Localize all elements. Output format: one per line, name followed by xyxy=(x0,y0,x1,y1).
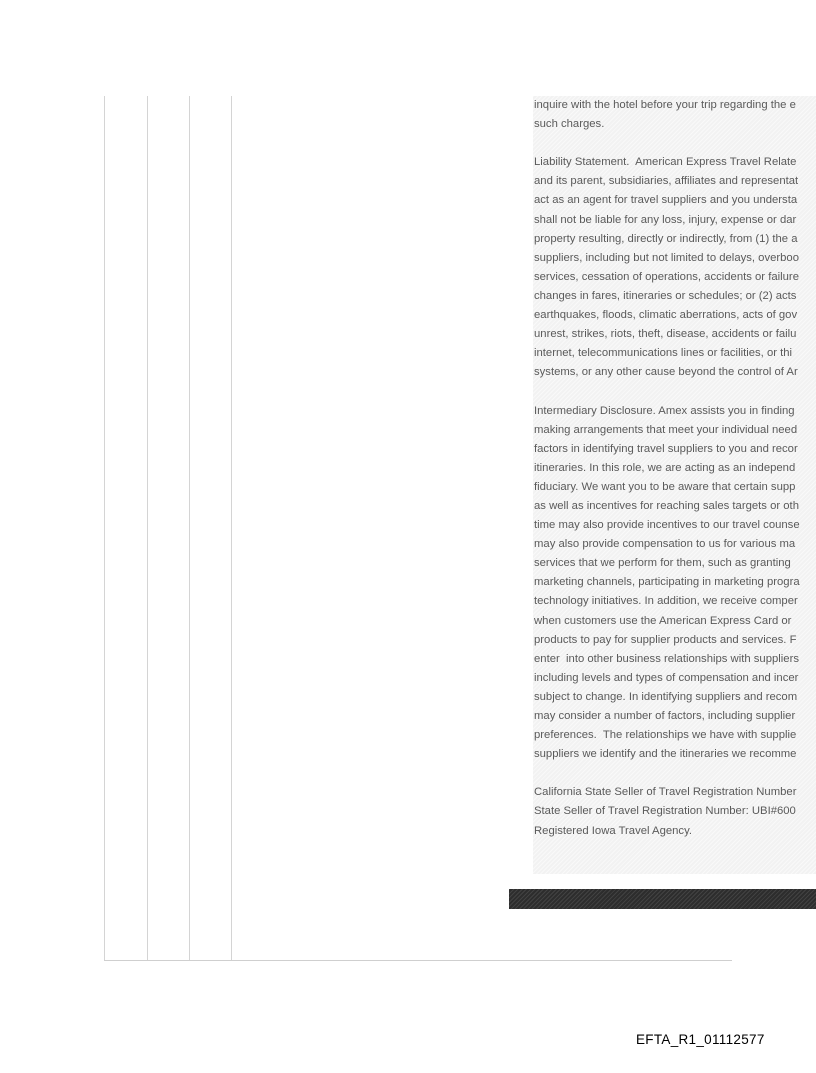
text-line: itineraries. In this role, we are acting as an independ xyxy=(534,461,796,474)
text-line: products to pay for supplier products and services. F xyxy=(534,633,797,646)
text-line: Liability Statement. American Express Travel Relate xyxy=(534,156,797,169)
text-line: factors in identifying travel suppliers to you and recor xyxy=(534,442,798,455)
text-line: suppliers, including but not limited to delays, overboo xyxy=(534,251,800,264)
text-line: and its parent, subsidiaries, affiliates and representat xyxy=(534,175,799,188)
terms-panel xyxy=(533,96,816,874)
text-line: act as an agent for travel suppliers and you understa xyxy=(534,194,798,207)
text-line: preferences. The relationships we have with supplie xyxy=(534,729,797,742)
terms-text xyxy=(534,96,816,841)
text-line: Registered Iowa Travel Agency. xyxy=(534,824,693,837)
form-grid-line-3 xyxy=(189,96,190,961)
text-line: enter into other business relationships with suppliers xyxy=(534,652,799,665)
form-grid-line-2 xyxy=(147,96,148,961)
form-grid-line-4 xyxy=(231,96,232,961)
hotel-charges-paragraph xyxy=(534,96,816,134)
text-line: internet, telecommunications lines or facilities, or thi xyxy=(534,347,793,360)
text-line: property resulting, directly or indirectly, from (1) the a xyxy=(534,232,798,245)
text-line: making arrangements that meet your individual need xyxy=(534,423,798,436)
liability-statement-paragraph xyxy=(534,153,816,382)
text-line: may also provide compensation to us for various ma xyxy=(534,538,796,551)
text-line: earthquakes, floods, climatic aberrations, acts of gov xyxy=(534,309,798,322)
text-line: including levels and types of compensation and incer xyxy=(534,671,799,684)
text-line: time may also provide incentives to our travel counse xyxy=(534,519,800,532)
form-grid-line-1 xyxy=(104,96,105,961)
text-line: shall not be liable for any loss, injury, expense or dar xyxy=(534,213,797,226)
text-line: fiduciary. We want you to be aware that certain supp xyxy=(534,480,796,493)
document-id: EFTA_R1_01112577 xyxy=(636,1032,765,1047)
text-line: unrest, strikes, riots, theft, disease, accidents or failu xyxy=(534,328,797,341)
text-line: inquire with the hotel before your trip regarding the e xyxy=(534,99,796,111)
text-line: when customers use the American Express Card or xyxy=(534,614,792,627)
text-line: may consider a number of factors, including supplier xyxy=(534,710,796,722)
text-line: as well as incentives for reaching sales targets or oth xyxy=(534,499,799,512)
text-line: changes in fares, itineraries or schedules; or (2) acts xyxy=(534,289,797,302)
intermediary-disclosure-paragraph xyxy=(534,402,816,765)
text-line: such charges. xyxy=(534,118,605,131)
text-line: technology initiatives. In addition, we receive comper xyxy=(534,595,798,608)
form-grid-bottom-line xyxy=(104,960,732,961)
text-line: services, cessation of operations, accidents or failure xyxy=(534,270,799,283)
footer-bar xyxy=(509,889,816,909)
text-line: marketing channels, participating in marketing progra xyxy=(534,576,800,589)
text-line: State Seller of Travel Registration Number: UBI#600 xyxy=(534,805,796,818)
text-line: systems, or any other cause beyond the control of Ar xyxy=(534,366,798,379)
text-line: suppliers we identify and the itineraries we recomme xyxy=(534,748,797,761)
text-line: California State Seller of Travel Registration Number xyxy=(534,786,797,799)
text-line: Intermediary Disclosure. Amex assists you in finding xyxy=(534,404,795,417)
registration-paragraph xyxy=(534,783,816,840)
text-line: services that we perform for them, such as granting xyxy=(534,557,791,570)
text-line: subject to change. In identifying suppliers and recom xyxy=(534,690,798,703)
